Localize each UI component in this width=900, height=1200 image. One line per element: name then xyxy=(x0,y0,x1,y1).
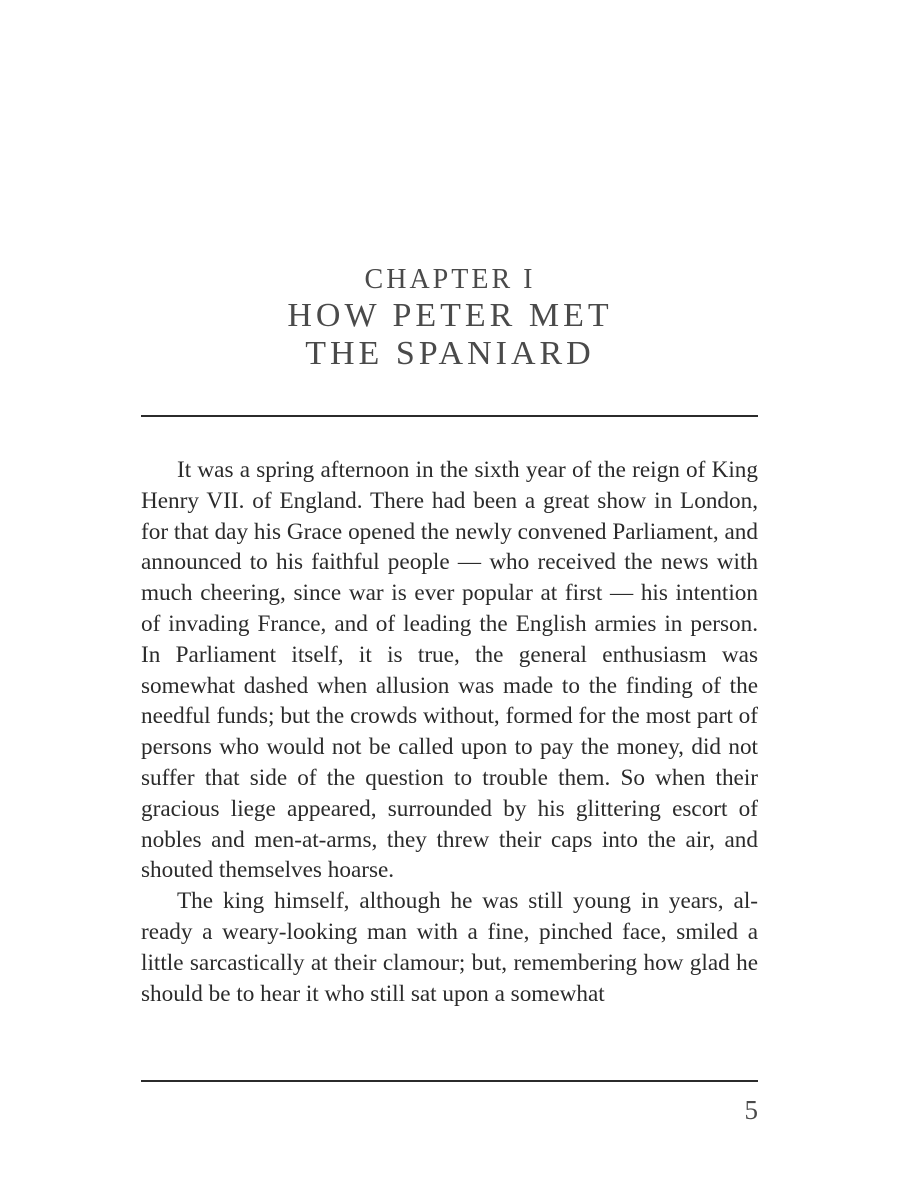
bottom-divider-rule xyxy=(141,1080,758,1082)
paragraph-2: The king himself, although he was still young in years, already a weary-looking man with a fine, pinched face, smiled a little sarcastically at their clamour; but, remembering how glad he should be to hear it who still sat upon a somewhat xyxy=(141,888,758,1007)
top-divider-rule xyxy=(141,415,758,417)
page-number: 5 xyxy=(744,1095,758,1125)
chapter-title-line-1: HOW PETER MET xyxy=(287,297,613,334)
chapter-title xyxy=(0,297,900,373)
chapter-label: CHAPTER I xyxy=(364,264,536,295)
body-text xyxy=(141,455,758,1009)
chapter-title-line-2: THE SPANIARD xyxy=(305,335,595,372)
paragraph-1: It was a spring afternoon in the sixth year of the reign of King Henry VII. of England. There had been a great show in London, for that day his Grace opened the newly convened Parliament, and announced to his faithful people — who received the news with much cheering, since war is ever popular at first — his intention of invading France, and of leading the English armies in person. In Parliament itself, it is true, the general enthusiasm was somewhat dashed when allusion was made to the finding of the needful funds; but the crowds without, formed for the most part of persons who would not be called upon to pay the money, did not suffer that side of the question to trouble them. So when their gracious liege appeared, surrounded by his glittering escort of nobles and men-at-arms, they threw their caps into the air, and shouted themselves hoarse. xyxy=(141,457,758,884)
